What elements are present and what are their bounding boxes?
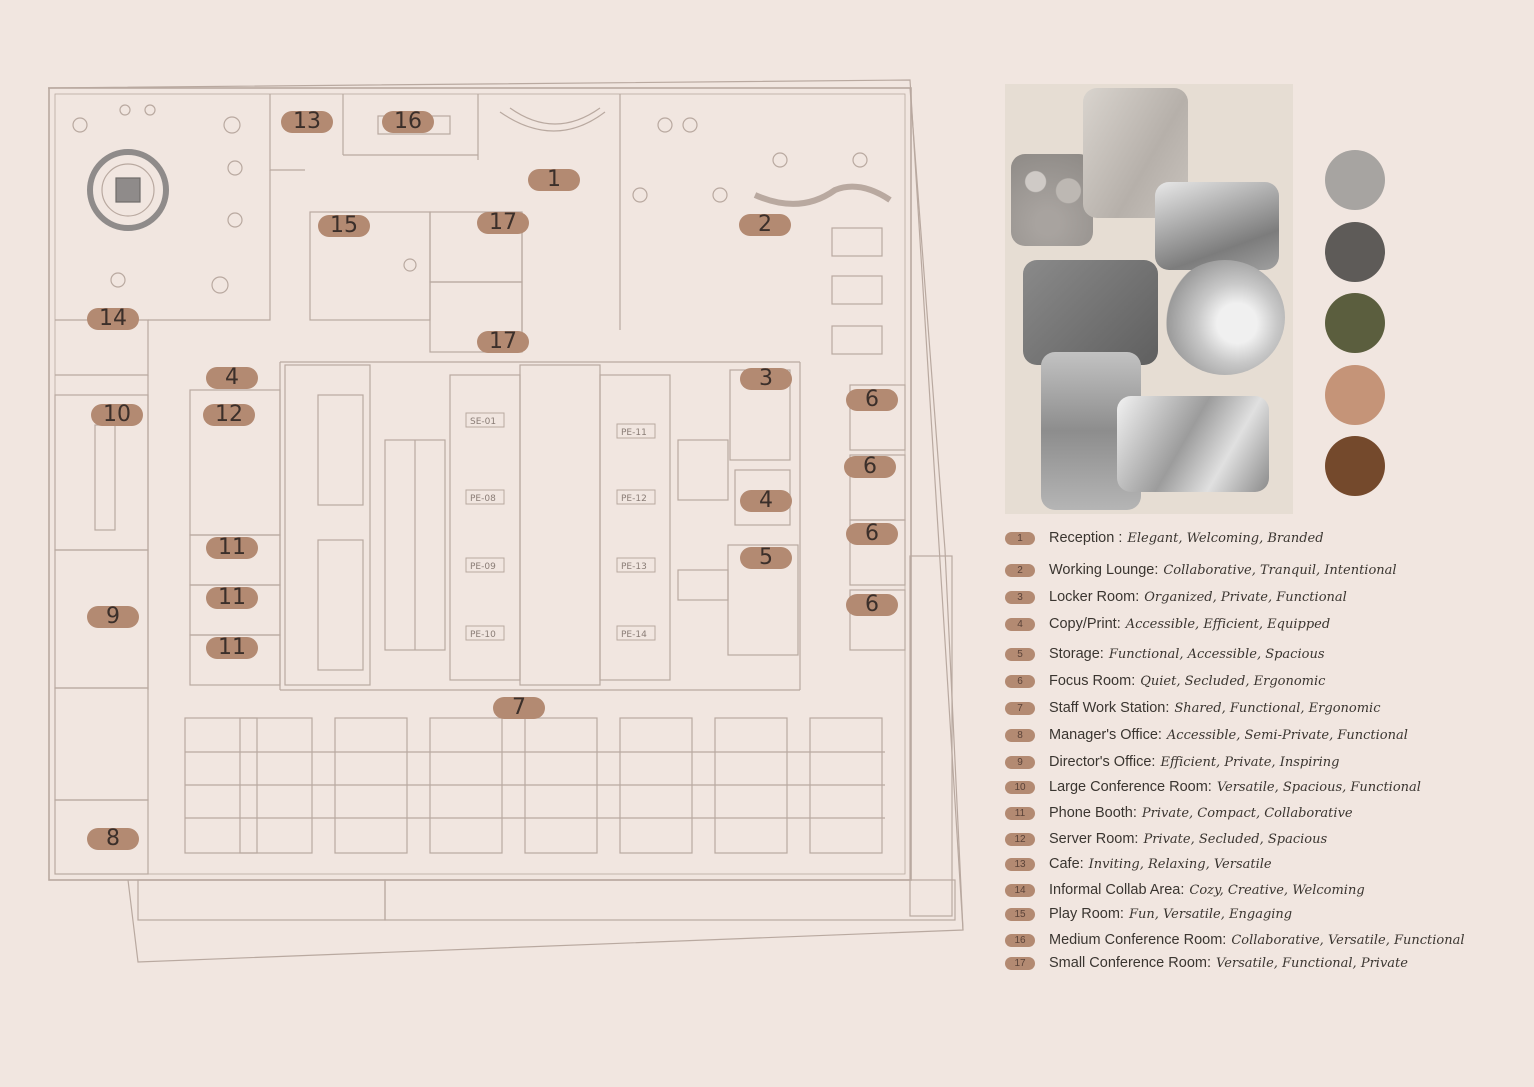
legend-row [1005,527,1324,549]
legend-number-pill: 14 [1005,884,1035,897]
legend-number-pill: 17 [1005,957,1035,970]
room-tag-15: 15 [318,215,370,237]
legend-number-pill: 11 [1005,807,1035,820]
legend-row [1005,828,1327,850]
legend-room-description: Elegant, Welcoming, Branded [1127,530,1324,546]
mood-image-fabric [1117,396,1269,492]
legend-row [1005,697,1381,719]
legend-number-pill: 7 [1005,702,1035,715]
pod-label: PE-13 [621,562,647,572]
legend-room-description: Private, Compact, Collaborative [1141,805,1353,821]
legend-row [1005,952,1408,974]
legend-row [1005,643,1325,665]
legend-row [1005,586,1347,608]
legend-room-description: Fun, Versatile, Engaging [1128,906,1293,922]
legend-room-name: Director's Office: [1049,754,1156,770]
room-tag-11: 11 [206,537,258,559]
room-tag-9: 9 [87,606,139,628]
legend-room-name: Staff Work Station: [1049,700,1170,716]
legend-row [1005,879,1365,901]
room-tag-12: 12 [203,404,255,426]
legend-room-description: Collaborative, Versatile, Functional [1231,932,1465,948]
legend-room-description: Collaborative, Tranquil, Intentional [1163,562,1397,578]
legend-room-description: Versatile, Functional, Private [1216,955,1408,971]
pod-label: PE-10 [470,630,496,640]
room-tag-11: 11 [206,637,258,659]
legend-number-pill: 4 [1005,618,1035,631]
legend-room-name: Focus Room: [1049,673,1136,689]
legend-row [1005,802,1353,824]
legend-room-description: Shared, Functional, Ergonomic [1174,700,1381,716]
room-tag-3: 3 [740,368,792,390]
legend-room-description: Private, Secluded, Spacious [1143,831,1328,847]
mood-image-shell [1165,260,1285,375]
terrace-south [385,880,955,920]
legend-room-name: Server Room: [1049,831,1139,847]
pod-label: PE-12 [621,494,647,504]
legend-room-name: Working Lounge: [1049,562,1159,578]
legend-number-pill: 9 [1005,756,1035,769]
terrace-east [910,556,952,916]
room-tag-5: 5 [740,547,792,569]
legend-number-pill: 3 [1005,591,1035,604]
legend-row [1005,751,1339,773]
legend-room-description: Inviting, Relaxing, Versatile [1088,856,1272,872]
room-tag-6: 6 [846,594,898,616]
legend-number-pill: 15 [1005,908,1035,921]
legend-number-pill: 13 [1005,858,1035,871]
legend-row [1005,776,1421,798]
staff-workstations [185,718,885,853]
legend-row [1005,559,1397,581]
color-swatch [1325,222,1385,282]
color-swatch [1325,150,1385,210]
pod-label: SE-01 [470,417,497,427]
room-tag-4: 4 [206,367,258,389]
room-tag-10: 10 [91,404,143,426]
room-tag-13: 13 [281,111,333,133]
legend-room-description: Quiet, Secluded, Ergonomic [1140,673,1326,689]
legend-room-name: Cafe: [1049,856,1084,872]
room-tag-6: 6 [846,389,898,411]
color-swatch [1325,293,1385,353]
legend-number-pill: 10 [1005,781,1035,794]
legend-room-name: Play Room: [1049,906,1124,922]
room-tag-7: 7 [493,697,545,719]
legend-room-description: Functional, Accessible, Spacious [1108,646,1325,662]
legend-room-description: Accessible, Semi-Private, Functional [1166,727,1408,743]
legend-row [1005,724,1408,746]
pod-label: PE-14 [621,630,647,640]
color-swatch [1325,365,1385,425]
room-tag-17: 17 [477,331,529,353]
legend-room-name: Medium Conference Room: [1049,932,1227,948]
terrace-sw [138,880,385,920]
legend-room-name: Large Conference Room: [1049,779,1212,795]
room-tag-8: 8 [87,828,139,850]
legend-room-description: Efficient, Private, Inspiring [1160,754,1340,770]
room-tag-1: 1 [528,169,580,191]
room-tag-4: 4 [740,490,792,512]
legend-number-pill: 8 [1005,729,1035,742]
legend-room-name: Copy/Print: [1049,616,1121,632]
pod-label: PE-08 [470,494,496,504]
room-tag-17: 17 [477,212,529,234]
legend-room-description: Organized, Private, Functional [1144,589,1347,605]
mood-image-spheres [1011,154,1093,246]
room-tag-11: 11 [206,587,258,609]
legend-room-description: Cozy, Creative, Welcoming [1189,882,1365,898]
room-tag-16: 16 [382,111,434,133]
legend-row [1005,613,1330,635]
legend-room-name: Phone Booth: [1049,805,1137,821]
legend-room-name: Storage: [1049,646,1104,662]
training-tables [832,228,882,354]
legend-room-description: Accessible, Efficient, Equipped [1125,616,1331,632]
legend-number-pill: 12 [1005,833,1035,846]
legend-room-name: Informal Collab Area: [1049,882,1185,898]
mood-image-shelf [1023,260,1158,365]
legend-row [1005,929,1465,951]
pod-label: PE-09 [470,562,496,572]
legend-number-pill: 5 [1005,648,1035,661]
legend-number-pill: 2 [1005,564,1035,577]
legend-number-pill: 16 [1005,934,1035,947]
building-wall-inner [55,94,905,874]
legend-row [1005,903,1292,925]
legend-room-name: Manager's Office: [1049,727,1162,743]
room-tag-6: 6 [846,523,898,545]
legend-room-description: Versatile, Spacious, Functional [1216,779,1421,795]
mood-image-curve [1155,182,1279,270]
room-tag-2: 2 [739,214,791,236]
room-tag-14: 14 [87,308,139,330]
legend-row [1005,670,1325,692]
moodboard [1005,84,1293,514]
pod-label: PE-11 [621,428,647,438]
legend-row [1005,853,1272,875]
legend-number-pill: 6 [1005,675,1035,688]
legend-room-name: Locker Room: [1049,589,1140,605]
legend-number-pill: 1 [1005,532,1035,545]
legend-room-name: Small Conference Room: [1049,955,1211,971]
building-wall [49,88,911,880]
color-swatch [1325,436,1385,496]
legend-room-name: Reception : [1049,530,1123,546]
room-tag-6: 6 [844,456,896,478]
